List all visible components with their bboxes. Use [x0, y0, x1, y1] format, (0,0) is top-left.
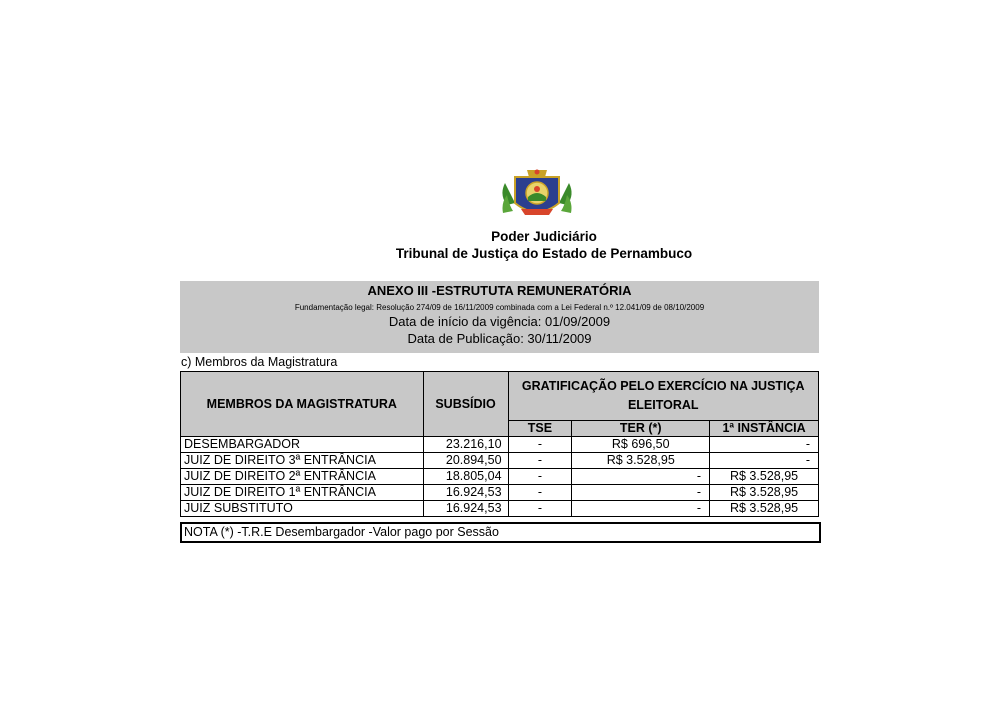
cell-ter: - — [572, 469, 710, 485]
table-row — [181, 453, 819, 469]
table-row — [181, 469, 819, 485]
cell-tse: - — [508, 485, 572, 501]
cell-member: DESEMBARGADOR — [181, 437, 424, 453]
header-instancia: 1ª INSTÂNCIA — [710, 421, 819, 437]
cell-member: JUIZ DE DIREITO 1ª ENTRÂNCIA — [181, 485, 424, 501]
cell-instancia: R$ 3.528,95 — [710, 469, 819, 485]
cell-tse: - — [508, 469, 572, 485]
cell-tse: - — [508, 453, 572, 469]
header-subsidio: SUBSÍDIO — [423, 372, 508, 437]
cell-subsidio: 16.924,53 — [423, 485, 508, 501]
table-row — [181, 437, 819, 453]
cell-member: JUIZ DE DIREITO 3ª ENTRÂNCIA — [181, 453, 424, 469]
annex-title: ANEXO III -ESTRUTUTA REMUNERATÓRIA — [367, 283, 632, 298]
table-row — [181, 485, 819, 501]
start-date: Data de início da vigência: 01/09/2009 — [388, 314, 611, 329]
cell-subsidio: 18.805,04 — [423, 469, 508, 485]
header-gratificacao: GRATIFICAÇÃO PELO EXERCÍCIO NA JUSTIÇA ELEITORAL — [508, 372, 818, 421]
cell-subsidio: 16.924,53 — [423, 501, 508, 517]
cell-subsidio: 20.894,50 — [423, 453, 508, 469]
cell-instancia: - — [710, 437, 819, 453]
table-header-row — [181, 372, 819, 421]
cell-ter: - — [572, 501, 710, 517]
cell-tse: - — [508, 437, 572, 453]
header-members: MEMBROS DA MAGISTRATURA — [181, 372, 424, 437]
cell-ter: R$ 3.528,95 — [572, 453, 710, 469]
annex-header-box — [180, 281, 819, 353]
legal-basis: Fundamentação legal: Resolução 274/09 de 16/11/2009 combinada com a Lei Federal n.º 12.041/09 de 08/10/2009 — [294, 303, 705, 312]
cell-tse: - — [508, 501, 572, 517]
table-row — [181, 501, 819, 517]
remuneration-table — [180, 371, 819, 517]
court-branch-title: Poder Judiciário — [491, 229, 597, 244]
cell-instancia: - — [710, 453, 819, 469]
cell-ter: - — [572, 485, 710, 501]
section-label: c) Membros da Magistratura — [181, 355, 338, 369]
court-name-title: Tribunal de Justiça do Estado de Pernambuco — [395, 246, 693, 261]
publication-date: Data de Publicação: 30/11/2009 — [407, 331, 592, 346]
header-ter: TER (*) — [572, 421, 710, 437]
table-note: NOTA (*) -T.R.E Desembargador -Valor pago por Sessão — [180, 522, 821, 543]
header-tse: TSE — [508, 421, 572, 437]
cell-instancia: R$ 3.528,95 — [710, 501, 819, 517]
cell-instancia: R$ 3.528,95 — [710, 485, 819, 501]
cell-ter: R$ 696,50 — [572, 437, 710, 453]
cell-subsidio: 23.216,10 — [423, 437, 508, 453]
coat-of-arms-icon — [497, 165, 577, 225]
cell-member: JUIZ DE DIREITO 2ª ENTRÂNCIA — [181, 469, 424, 485]
cell-member: JUIZ SUBSTITUTO — [181, 501, 424, 517]
